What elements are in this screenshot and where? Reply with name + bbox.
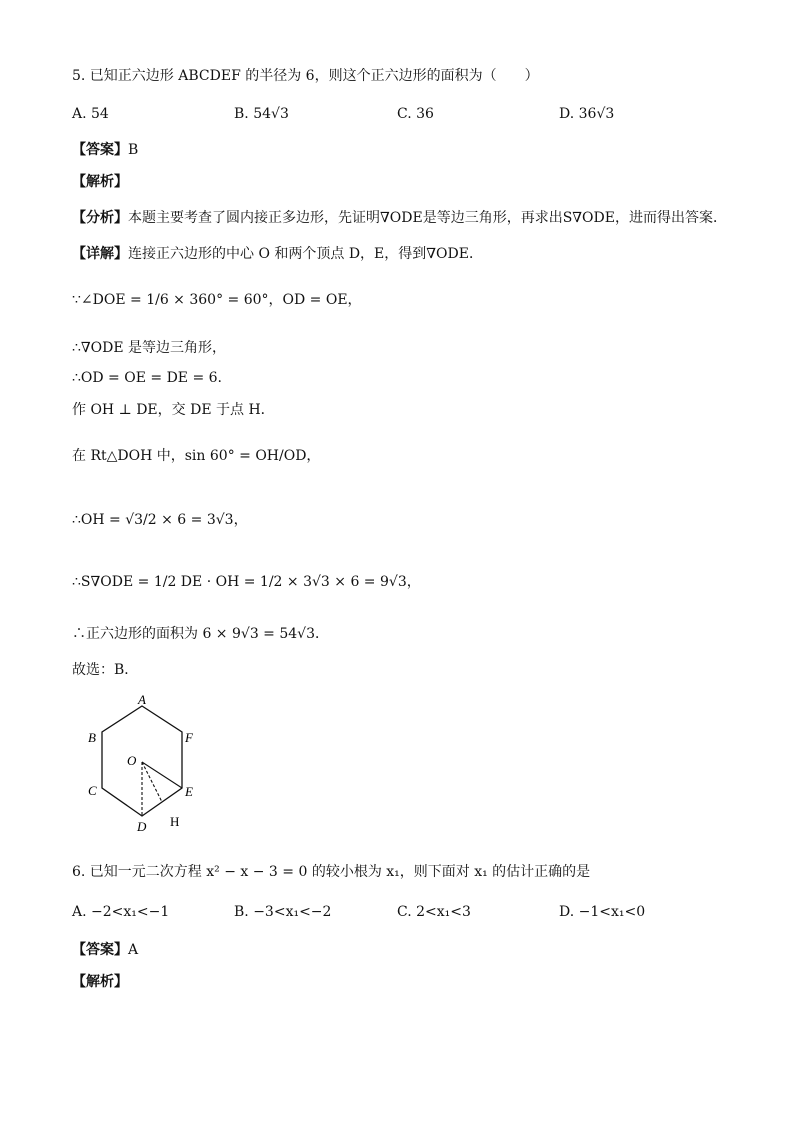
q5-option-d: D. 36√3 <box>559 106 615 122</box>
q5-conclusion: 故选：B． <box>72 662 139 678</box>
q5-detail: 【详解】连接正六边形的中心 O 和两个顶点 D，E，得到∇ODE． <box>72 246 483 262</box>
label-d: D <box>137 819 147 834</box>
q5-step2: ∴∇ODE 是等边三角形， <box>72 340 227 356</box>
q5-step8: ∴正六边形的面积为 6 × 9√3 = 54√3． <box>72 626 329 642</box>
q5-step3: ∴OD = OE = DE = 6. <box>72 370 223 386</box>
q5-option-b: B. 54√3 <box>234 106 289 122</box>
hexagon-figure <box>80 692 220 834</box>
q5-jiexi-heading: 【解析】 <box>72 174 128 190</box>
q5-step7: ∴S∇ODE = 1/2 DE · OH = 1/2 × 3√3 × 6 = 9√3， <box>72 574 421 590</box>
q5-step5: 在 Rt△DOH 中，sin 60° = OH/OD， <box>72 448 321 464</box>
label-e: E <box>185 784 193 799</box>
segment-oe <box>142 762 182 788</box>
q6-option-a: A. −2<x₁<−1 <box>72 904 170 920</box>
label-h: H <box>170 814 180 829</box>
q6-option-c: C. 2<x₁<3 <box>397 904 471 920</box>
label-o: O <box>127 753 137 768</box>
q6-option-b: B. −3<x₁<−2 <box>234 904 332 920</box>
q6-stem: 6. 已知一元二次方程 x² − x − 3 = 0 的较小根为 x₁，则下面对 x₁ 的估计正确的是 <box>72 864 591 880</box>
label-f: F <box>185 730 193 745</box>
q5-step6: ∴OH = √3/2 × 6 = 3√3， <box>72 512 248 528</box>
label-b: B <box>88 730 96 745</box>
q6-answer: 【答案】A <box>72 942 139 958</box>
q5-stem: 5. 已知正六边形 ABCDEF 的半径为 6，则这个正六边形的面积为（ ） <box>72 68 539 84</box>
q6-option-d: D. −1<x₁<0 <box>559 904 646 920</box>
label-c: C <box>88 783 97 798</box>
q5-analysis: 【分析】本题主要考查了圆内接正多边形，先证明∇ODE是等边三角形，再求出S∇ODE，进而得出答案． <box>72 210 727 226</box>
label-a: A <box>138 692 146 707</box>
q5-option-a: A. 54 <box>72 106 109 122</box>
q5-answer: 【答案】B <box>72 142 139 158</box>
q5-step4: 作 OH ⊥ DE，交 DE 于点 H． <box>72 402 275 418</box>
q5-step1: ∵∠DOE = 1/6 × 360° = 60°，OD = OE， <box>72 292 362 308</box>
q6-jiexi-heading: 【解析】 <box>72 974 128 990</box>
q5-option-c: C. 36 <box>397 106 434 122</box>
